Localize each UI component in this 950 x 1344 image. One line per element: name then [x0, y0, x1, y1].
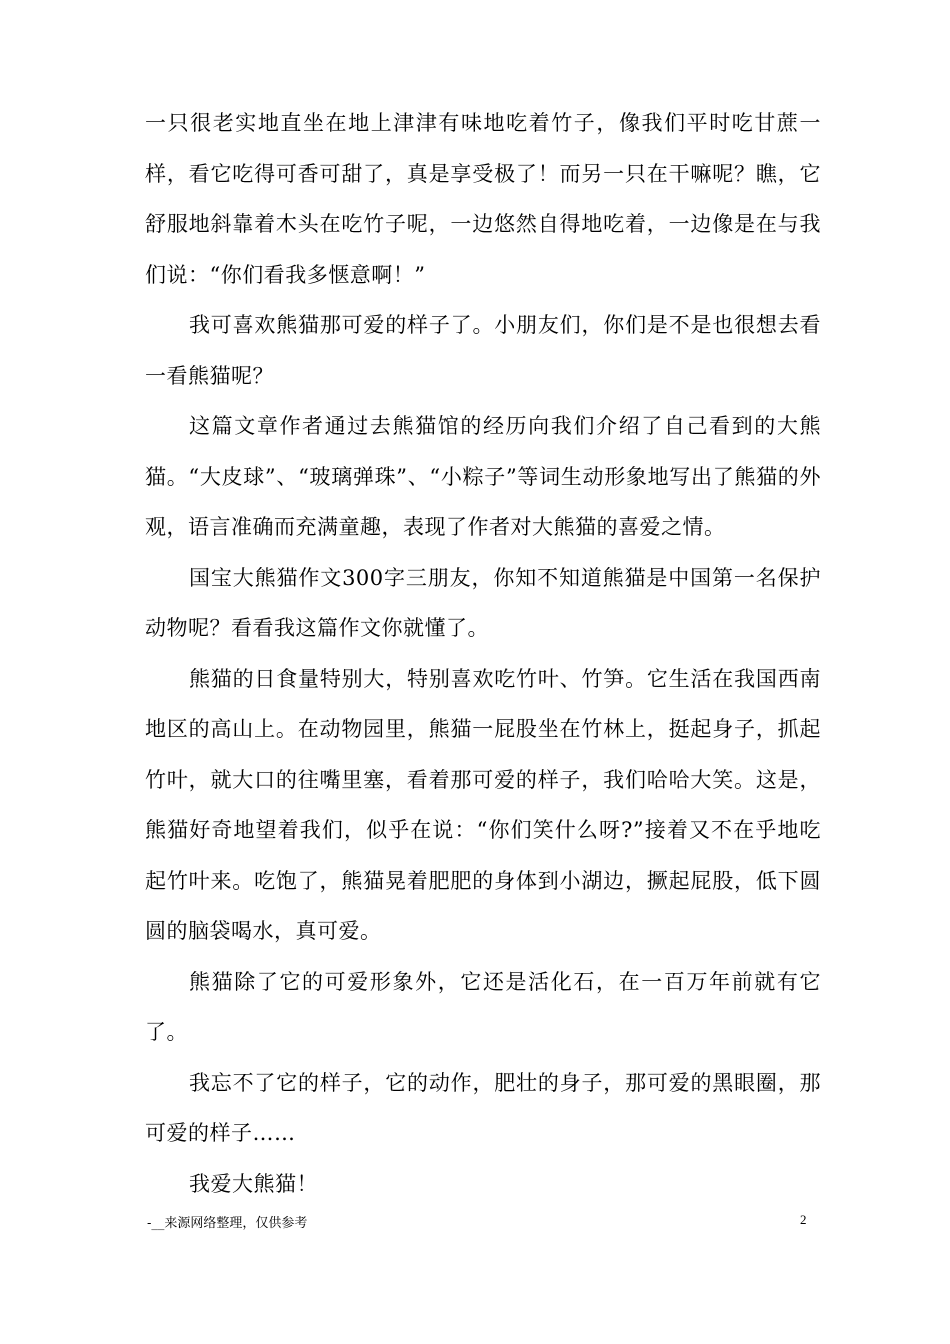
body-text [145, 98, 821, 1209]
paragraph-8: 我爱大熊猫！ [189, 1171, 318, 1196]
paragraph-3: 这篇文章作者通过去熊猫馆的经历向我们介绍了自己看到的大熊猫。“大皮球”、“玻璃弹珠”、“小粽子”等词生动形象地写出了熊猫的外观，语言准确而充满童趣，表现了作者对大熊猫的喜爱之情。 [145, 414, 821, 539]
paragraph-5: 熊猫的日食量特别大，特别喜欢吃竹叶、竹笋。它生活在我国西南地区的高山上。在动物园里，熊猫一屁股坐在竹林上，挺起身子，抓起竹叶，就大口的往嘴里塞，看着那可爱的样子，我们哈哈大笑。这是，熊猫好奇地望着我们，似乎在说：“你们笑什么呀?”接着又不在乎地吃起竹叶来。吃饱了，熊猫晃着肥肥的身体到小湖边，撅起屁股，低下圆圆的脑袋喝水，真可爱。 [145, 666, 821, 943]
page-number: 2 [800, 1212, 807, 1227]
paragraph-4: 国宝大熊猫作文300字三朋友，你知不知道熊猫是中国第一名保护动物呢？看看我这篇作文你就懂了。 [145, 565, 821, 640]
footer-source-note: -__来源网络整理，仅供参考 [147, 1216, 308, 1231]
paragraph-6: 熊猫除了它的可爱形象外，它还是活化石，在一百万年前就有它了。 [145, 969, 821, 1044]
paragraph-7: 我忘不了它的样子，它的动作，肥壮的身子，那可爱的黑眼圈，那可爱的样子…… [145, 1070, 821, 1145]
paragraph-1: 一只很老实地直坐在地上津津有味地吃着竹子，像我们平时吃甘蔗一样，看它吃得可香可甜了，真是享受极了！而另一只在干嘛呢？瞧，它舒服地斜靠着木头在吃竹子呢，一边悠然自得地吃着，一边像是在与我们说：“你们看我多惬意啊！” [145, 111, 821, 287]
paragraph-2: 我可喜欢熊猫那可爱的样子了。小朋友们，你们是不是也很想去看一看熊猫呢？ [145, 313, 821, 388]
